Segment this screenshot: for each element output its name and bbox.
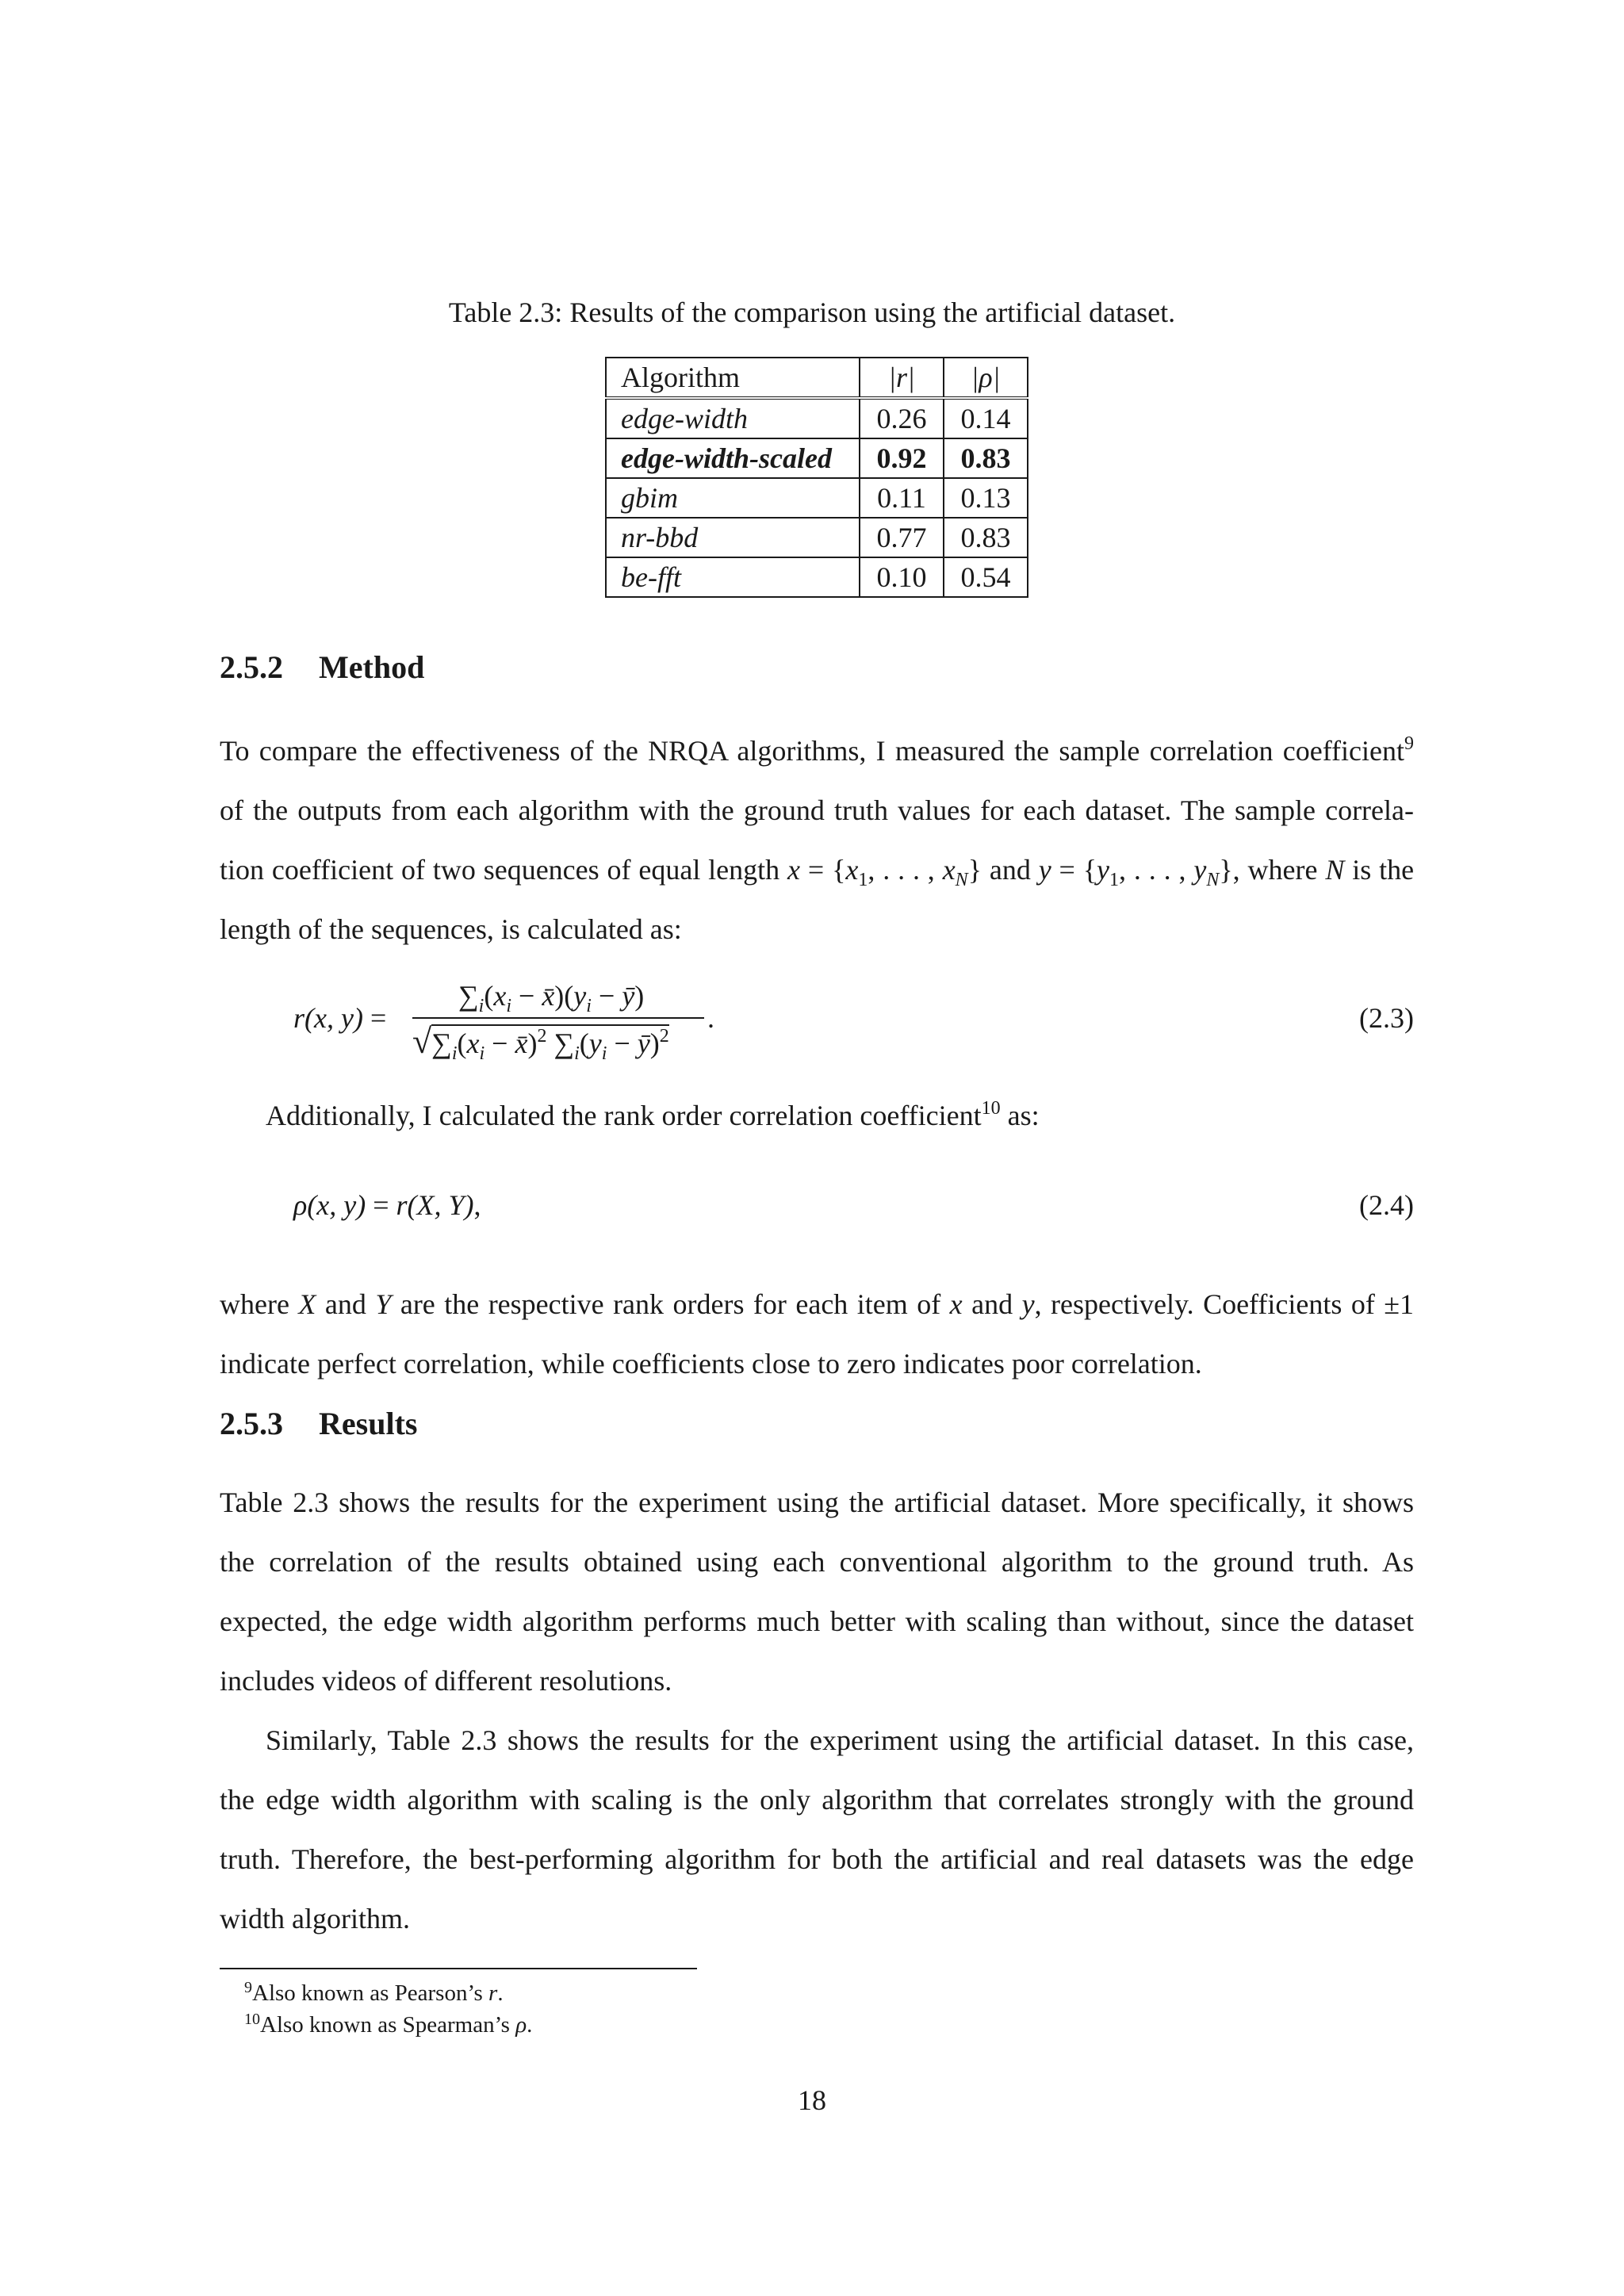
page-number: 18 [798, 2084, 826, 2116]
cell-r: 0.92 [860, 438, 944, 478]
cell-rho: 0.83 [944, 518, 1028, 557]
text-line: width algorithm. [220, 1903, 410, 1934]
text-line: where X and Y are the respective rank orders for each item of x and y, respectively. Coefficients of ±1 [220, 1288, 1415, 1320]
cell-rho: 0.83 [944, 438, 1028, 478]
section-heading-results [220, 1405, 417, 1443]
method-paragraph-1 [220, 721, 1414, 959]
section-title: Results [319, 1406, 418, 1441]
results-table [605, 357, 1028, 598]
table-row [606, 438, 1028, 478]
text-line: includes videos of different resolutions. [220, 1665, 672, 1697]
text-line: the correlation of the results obtained using each conventional algorithm to the ground truth. As [220, 1546, 1414, 1578]
table-row [606, 398, 1028, 438]
cell-r: 0.11 [860, 478, 944, 518]
section-heading-method [220, 649, 424, 687]
text-line: expected, the edge width algorithm performs much better with scaling than without, since the dataset [220, 1605, 1414, 1637]
text-line: Additionally, I calculated the rank order correlation coefficient$^{10}$ as: [266, 1098, 1040, 1131]
cell-algorithm: edge-width-scaled [606, 438, 860, 478]
header-r: |r| [860, 358, 944, 398]
header-rho: |ρ| [944, 358, 1028, 398]
header-algorithm: Algorithm [606, 358, 860, 398]
cell-rho: 0.54 [944, 557, 1028, 597]
footnote-10: $^{10}$Also known as Spearman’s ρ. [244, 2011, 533, 2038]
text-line: indicate perfect correlation, while coefficients close to zero indicates poor correlation. [220, 1348, 1202, 1380]
results-paragraph-1 [220, 1473, 1414, 1711]
text-line: Table 2.3 shows the results for the experiment using the artificial dataset. More specifically, it shows [220, 1487, 1414, 1518]
text-line: truth. Therefore, the best-performing algorithm for both the artificial and real datasets was the edge [220, 1843, 1414, 1875]
text-line: the edge width algorithm with scaling is the only algorithm that correlates strongly with the ground [220, 1784, 1414, 1816]
cell-algorithm: edge-width [606, 398, 860, 438]
cell-rho: 0.14 [944, 398, 1028, 438]
section-number: 2.5.2 [220, 649, 283, 685]
section-number: 2.5.3 [220, 1406, 283, 1441]
equation-2-3-numerator: $\sum_i(x_i$ − $x̄)(y_i$ − ȳ) [458, 980, 645, 1016]
results-paragraph-2 [220, 1711, 1414, 1949]
cell-algorithm: be-fft [606, 557, 860, 597]
method-paragraph-3 [220, 1275, 1414, 1394]
text-line: Similarly, Table 2.3 shows the results for the experiment using the artificial dataset. In this case, [266, 1724, 1414, 1756]
footnote-ref-10: 10 [981, 1098, 1001, 1119]
footnote-9: $^9$Also known as Pearson’s r. [244, 1979, 504, 2006]
text-line: length of the sequences, is calculated as: [220, 913, 682, 945]
cell-algorithm: nr-bbd [606, 518, 860, 557]
table-row [606, 518, 1028, 557]
cell-r: 0.77 [860, 518, 944, 557]
table-caption: Table 2.3: Results of the comparison using the artificial dataset. [448, 297, 1176, 328]
section-title: Method [319, 649, 425, 685]
footnote-ref-9: 9 [1404, 733, 1414, 754]
footnote-rule [220, 1968, 697, 1969]
table-row [606, 557, 1028, 597]
cell-algorithm: gbim [606, 478, 860, 518]
equation-2-3-lhs: r(x, y) = [293, 1002, 387, 1034]
cell-r: 0.26 [860, 398, 944, 438]
equation-number-2-4: (2.4) [1359, 1189, 1414, 1221]
equation-2-4: ρ(x, y) = r(X, Y), [293, 1189, 481, 1221]
table-header-row [606, 358, 1028, 398]
table-row [606, 478, 1028, 518]
equation-number-2-3: (2.3) [1359, 1002, 1414, 1034]
equation-2-3-denominator: $√\sum_i(x_i$ − x̄)$^2$ $\sum_i(y_i$ − ȳ)$^2$ [412, 1022, 669, 1064]
equation-2-3-period: . [707, 1002, 714, 1034]
text-line: tion coefficient of two sequences of equal length $x = \{x_1$, . . . , $x_N$} and $y = \{y_1$, . . . , $y_N$}, where N is the [220, 854, 1415, 890]
cell-r: 0.10 [860, 557, 944, 597]
fraction-bar [412, 1017, 704, 1019]
method-paragraph-2 [220, 1086, 1414, 1146]
cell-rho: 0.13 [944, 478, 1028, 518]
text-line: To compare the effectiveness of the NRQA algorithms, I measured the sample correlation coefficient$^9$ [220, 733, 1414, 767]
text-line: of the outputs from each algorithm with the ground truth values for each dataset. The sample correla- [220, 794, 1414, 826]
